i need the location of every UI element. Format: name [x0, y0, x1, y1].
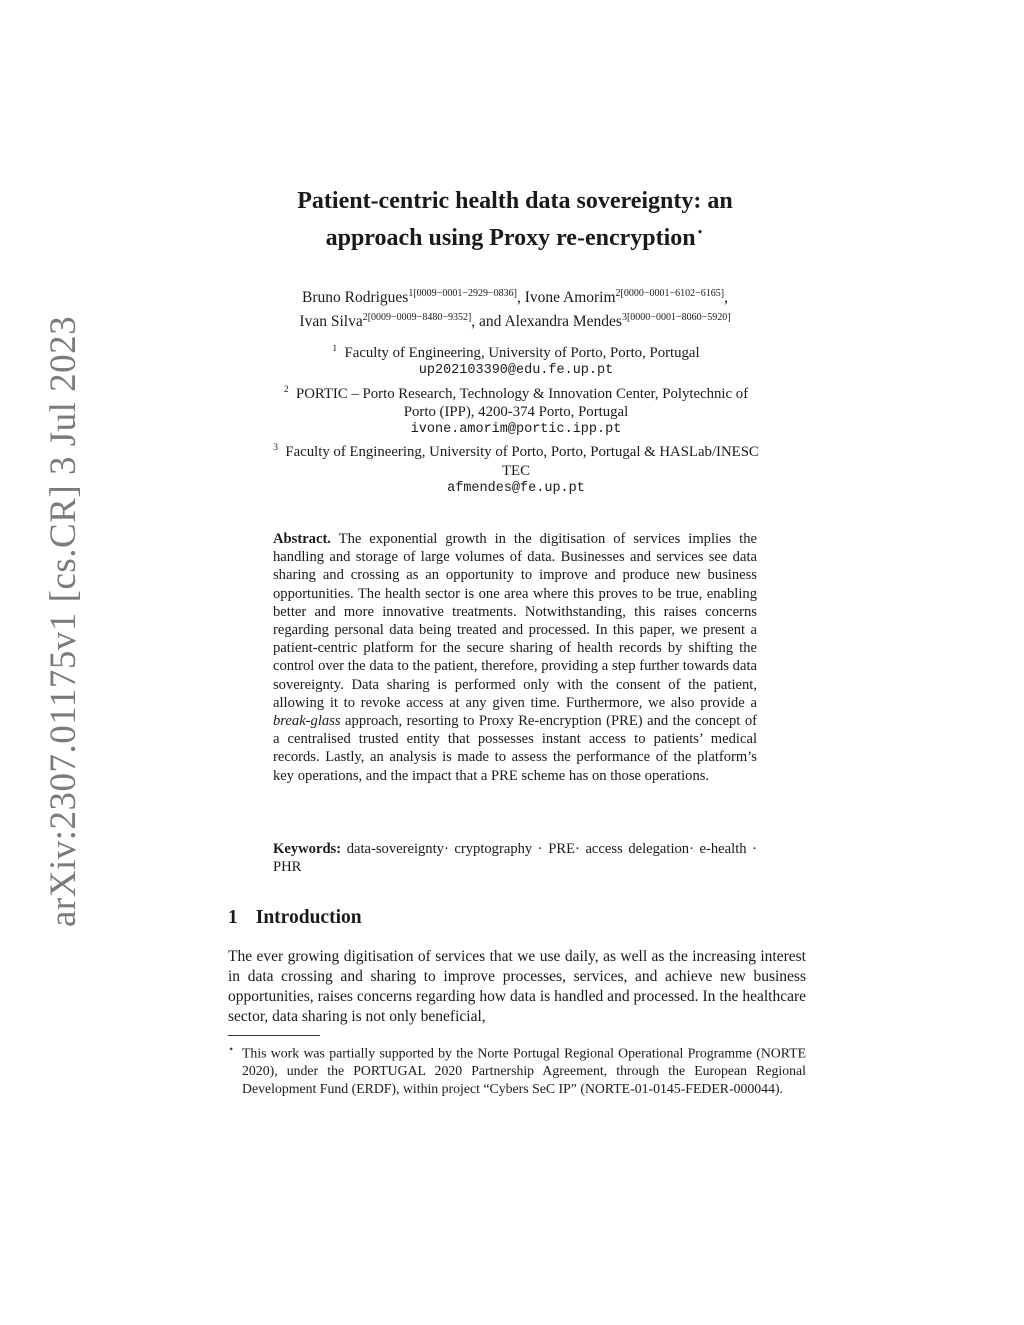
author-line-1: Bruno Rodrigues$^{1[0009-0001-2929-0836]}$, Ivone Amorim$^{2[0000-0001-6102-6165]}$,: [302, 288, 728, 307]
affiliation-2-cont: Porto (IPP), 4200-374 Porto, Portugal: [403, 403, 629, 420]
author-name: Alexandra Mendes: [504, 313, 622, 331]
footnote-mark: ⋆: [228, 1044, 235, 1055]
abstract: [273, 530, 757, 785]
affiliation-3: $^3$ Faculty of Engineering, University of Porto, Porto, Portugal & HASLab/INESC: [273, 443, 759, 461]
arxiv-id: arXiv:2307.01175v1 [cs.CR] 3 Jul 2023: [43, 315, 84, 927]
affiliation-1: $^1$ Faculty of Engineering, University of Porto, Porto, Portugal: [332, 344, 700, 361]
affiliation-2-email: ivone.amorim@portic.ipp.pt: [410, 422, 622, 438]
abstract-italic: break-glass: [273, 713, 341, 730]
author-orcid: [0009−0009−8480−9352]: [367, 312, 472, 324]
paper-title: [220, 186, 810, 254]
author-affiliation: 3: [621, 312, 627, 324]
author-name: Ivone Amorim: [524, 289, 616, 307]
author-affiliation: 1: [408, 288, 414, 299]
footnote: [228, 1041, 806, 1097]
section-number: 1: [228, 907, 238, 928]
keywords-label: Keywords:: [273, 841, 342, 857]
author-name: Ivan Silva: [299, 313, 363, 331]
author-line-2: Ivan Silva$^{2[0009-0009-8480-9352]}$, and Alexandra Mendes$^{3[0000-0001-8060-5920]}$: [299, 312, 731, 331]
intro-paragraph: The ever growing digitisation of services that we use daily, as well as the increasing interest in data crossing and sharing to improve processes, services, and achieve new business opportunities, raises concerns regarding how data is handled and processed. In the healthcare sector, data sharing is not only beneficial,: [228, 948, 806, 1025]
author-orcid: [0000−0001−6102−6165]: [620, 288, 725, 299]
footnote-rule: [228, 1035, 320, 1036]
abstract-label: Abstract.: [273, 531, 331, 547]
keywords: [273, 840, 757, 876]
author-list: [200, 284, 830, 332]
author-orcid: [0009−0001−2929−0836]: [413, 288, 517, 299]
affiliation-3-cont: TEC: [502, 462, 530, 479]
affiliations: [226, 340, 806, 498]
author-name: Bruno Rodrigues: [302, 289, 409, 307]
title-line-2: approach using Proxy re-encryption⋆: [325, 225, 705, 251]
abstract-text: The exponential growth in the digitisation of services implies the handling and storage of large volumes of data. Businesses and services see data sharing and crossing as an opportunity to improve and produce new business opportunities. The health sector is one area where this proves to be true, enabling better and more innovative treatments. Notwithstanding, this raises concerns regarding personal data being treated and processed. In this paper, we present a patient-centric platform for the secure sharing of health records by shifting the control over the data to the patient, therefore, providing a step further towards data sovereignty. Data sharing is performed only with the consent of the patient, allowing it to revoke access at any given time. Furthermore, we also provide a: [273, 531, 758, 711]
author-orcid: [0000−0001−8060−5920]: [626, 312, 731, 324]
section-heading: [228, 907, 362, 929]
title-footnote-mark: ⋆: [695, 225, 705, 240]
keywords-text: data-sovereignty· cryptography · PRE· access delegation· e-health · PHR: [273, 841, 757, 876]
affiliation-1-email: up202103390@edu.fe.up.pt: [418, 363, 614, 379]
author-affiliation: 2: [362, 312, 368, 324]
title-line-1: Patient-centric health data sovereignty: an: [297, 188, 733, 214]
affiliation-2: $^2$ PORTIC – Porto Research, Technology & Innovation Center, Polytechnic of: [283, 384, 749, 402]
authors-conjunction: and: [479, 313, 502, 331]
footnote-text: This work was partially supported by the Norte Portugal Regional Operational Programme (NORTE 2020), under the PORTUGAL 2020 Partnership Agreement, through the European Regional Development Fund (ERDF), within project “Cybers SeC IP” (NORTE-01-0145-FEDER-000044).: [242, 1045, 806, 1096]
abstract-text-cont: approach, resorting to Proxy Re-encryption (PRE) and the concept of a centralised trusted entity that possesses instant access to patients’ medical records. Lastly, an analysis is made to assess the performance of the platform’s key operations, and the impact that a PRE scheme has on those operations.: [273, 713, 757, 784]
affiliation-3-email: afmendes@fe.up.pt: [447, 480, 585, 496]
author-affiliation: 2: [615, 288, 621, 299]
section-title: Introduction: [255, 907, 362, 928]
